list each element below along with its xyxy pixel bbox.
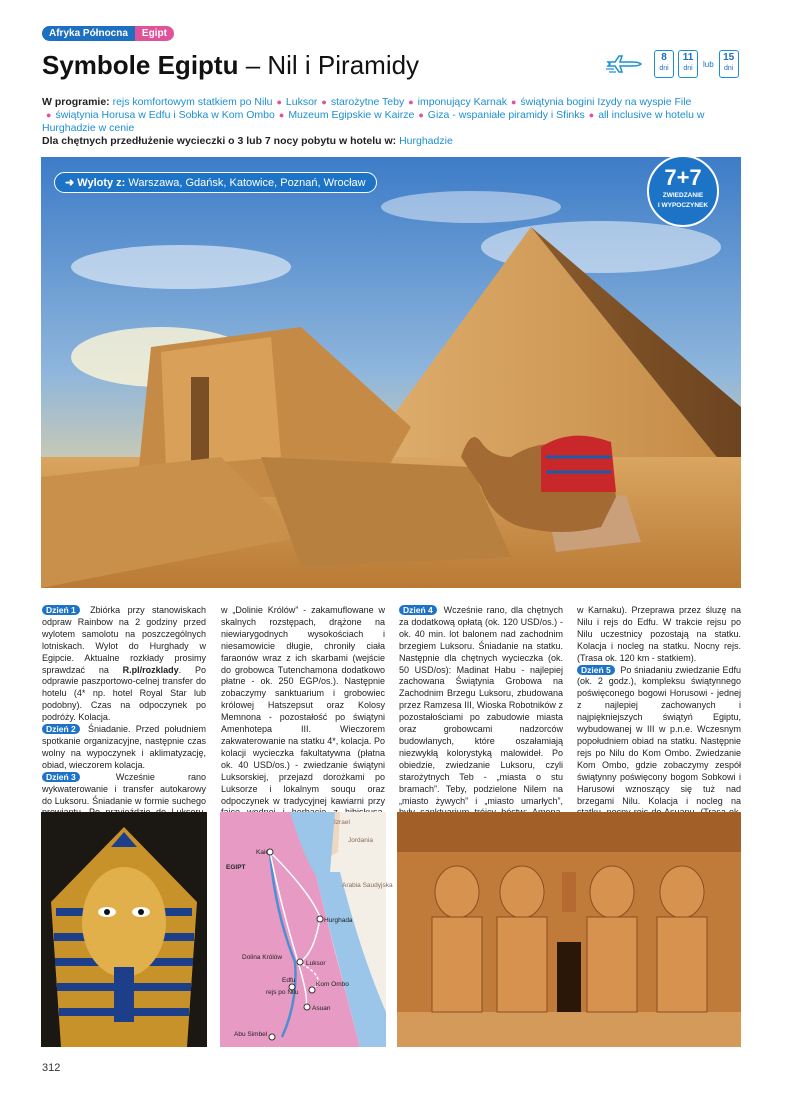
- badge-line-2: I WYPOCZYNEK: [657, 202, 709, 209]
- map-jordan-label: Jordania: [348, 837, 373, 844]
- route-map: [220, 812, 393, 1047]
- day-1-tag: Dzień 1: [42, 605, 80, 615]
- program-item: świątynia bogini Izydy na wyspie File: [520, 96, 692, 108]
- program-section: W programie: rejs komfortowym statkiem po Nilu ● Luksor ● starożytne Teby ● imponujący Karnak ● świątynia bogini Izydy na wyspie File ● świątynia Horusa w Edfu i Sobka w Kom Ombo ● Muzeum Egipskie w Kairze ● Giza - wspaniałe piramidy i Sfinks ● all inclusive w hotelu w Hurghadzie w cenie Dla chętnych przedłużenie wycieczki o 3 lub 7 nocy pobytu w hotelu w: Hurghadzie: [42, 96, 705, 147]
- map-cairo-label: Kair: [256, 849, 268, 856]
- program-item: rejs komfortowym statkiem po Nilu: [112, 96, 273, 108]
- extension-label: Dla chętnych przedłużenie wycieczki o 3 lub 7 nocy pobytu w hotelu w:: [42, 135, 397, 147]
- map-cruise-label: rejs po Nilu: [266, 989, 299, 996]
- duration-15-days[interactable]: 15 dni: [719, 50, 739, 78]
- title-bold: Symbole Egiptu: [42, 50, 239, 80]
- map-luxor-label: Luksor: [306, 960, 326, 967]
- day-4-tag: Dzień 4: [399, 605, 437, 615]
- program-item: Giza - wspaniałe piramidy i Sfinks: [427, 109, 585, 121]
- map-saudi-label: Arabia Saudyjska: [342, 882, 393, 889]
- day-3-tag: Dzień 3: [42, 772, 80, 782]
- title-rest: – Nil i Piramidy: [238, 50, 420, 80]
- itinerary-column-1: Dzień 1 Zbiórka przy stanowiskach odpraw Rainbow na 2 godziny przed wylotem samolotu na poszczególnych lotniskach. Wylot do Hurghady w Egipcie. Aktualne rozkłady prosimy sprawdzać na R.pl/rozklady. Po odprawie paszportowo-celnej transfer do hotelu (4* np. hotel Royal Star lub podobny). Czas na odpoczynek po podróży. Kolacja. Dzień 2 Śniadanie. Przed południem spotkanie organizacyjne, następnie czas wolny na wypoczynek i aklimatyzację, obiad, wieczorem kolacja. Dzień 3 Wcześnie rano wykwaterowanie i transfer autokarowy do Luksoru. Śniadanie w formie suchego: [42, 605, 206, 806]
- itinerary-column-3: Dzień 4 Wcześnie rano, dla chętnych za dodatkową opłatą (ok. 120 USD/os.) - ok. 40 min. lot balonem nad zachodnim brzegiem Luksoru. Śniadanie na statku. Następnie dla chętnych wycieczka (ok. 50 USD/os): Madinat Habu - najlepiej zachowana Świątynia Grobowa na Zachodnim Brzegu Luksoru, zbudowana przez Ramzesa III, Wioska Robotników z pozostałościami po zabudowie miasta oraz grobowcami nadzorców budowlanych, które oszałamiają niezwykłą kolorystyką malowideł. Po obiedzie, zwiedzanie Luksoru, czyli starożytnych Teb - „miasta o stu bramach”. Teby, podzielone Nilem na „miasto żywych” i „miasto umarłych”,: [399, 605, 563, 806]
- badge-main: 7+7: [664, 165, 702, 190]
- program-label: W programie:: [42, 96, 110, 108]
- breadcrumb: [42, 26, 174, 41]
- program-item: świątynia Horusa w Edfu i Sobka w Kom Ombo: [55, 109, 275, 121]
- map-hurghada-label: Hurghada: [324, 917, 353, 924]
- breadcrumb-country[interactable]: Egipt: [135, 26, 174, 41]
- program-item: Muzeum Egipskie w Kairze: [288, 109, 415, 121]
- map-valley-label: Dolina Królów: [242, 954, 283, 961]
- program-item: imponujący Karnak: [417, 96, 507, 108]
- map-aswan-label: Asuan: [312, 1005, 331, 1012]
- extension-place[interactable]: Hurghadzie: [399, 135, 453, 147]
- program-item: Luksor: [285, 96, 318, 108]
- badge-line-1: ZWIEDZANIE: [662, 192, 704, 199]
- tutankhamun-mask-photo: [41, 812, 207, 1047]
- program-item: starożytne Teby: [330, 96, 405, 108]
- breadcrumb-region[interactable]: Afryka Północna: [42, 26, 135, 41]
- itinerary-column-4: w Karnaku). Przeprawa przez śluzę na Nilu i rejs do Edfu. W trakcie rejsu po Nilu uczestnicy pozostają na statku. Kolacja i nocleg na statku. Nocny rejs. (Trasa ok. 120 km - statkiem). Dzień 5 Po śniadaniu zwiedzanie Edfu (ok. 2 godz.), kompleksu świątynnego poświęconego bogowi Horusowi - jednej z najlepiej zachowanych i najpiękniejszych świątyń Egiptu, wybudowanej w III w p.n.e. Wczesnym popołudniem obiad na statku. Następnie rejs po Nilu do Kom Ombo. Zwiedzanie Kom Ombo, gdzie zobaczymy zespół świątynny poświęcony bogom Sobkowi i Harusowi wznoszący się tuż nad brzegami Nilu. Kolacja i nocleg na: [577, 605, 741, 806]
- trip-durations: [606, 50, 739, 78]
- page-title: [42, 50, 419, 81]
- airplane-icon: [606, 52, 644, 76]
- map-country-label: EGIPT: [226, 864, 246, 871]
- schedules-link[interactable]: R.pl/rozklady: [122, 664, 179, 675]
- itinerary-column-2: w „Dolinie Królów” - zakamuflowane w skalnych rozstępach, drążone na niewiarygodnych wysokościach i niesamowicie długie, chroniły ciała faraonów wraz z ich skarbami (wejście do grobowca Tutenchamona dodatkowo płatne - ok. 250 EGP/os.). Następnie zobaczymy sanktuarium i grobowiec królowej Hatszepsut oraz Kolosy Memnona - pozostałość po świątyni Amenhotepa III. Wieczorem zakwaterowanie na statku 4*, kolacja. Po kolacji wycieczka fakultatywna (płatna ok. 40 USD/os.) - zwiedzanie świątyni Luksorskiej, przejazd dorożkami po Luksorze i lokalnym souqu oraz odpoczynek w tradycyjnej kawiarni przy: [221, 605, 385, 806]
- map-abu-simbel-label: Abu Simbel: [234, 1031, 268, 1038]
- duration-8-days[interactable]: 8 dni: [654, 50, 674, 78]
- map-edfu-label: Edfu: [282, 977, 296, 984]
- departures-badge[interactable]: ➜ Wyloty z: Warszawa, Gdańsk, Katowice, Poznań, Wrocław: [54, 172, 377, 193]
- duration-11-days[interactable]: 11 dni: [678, 50, 698, 78]
- offer-type-badge: [647, 155, 719, 227]
- program-item: all inclusive w hotelu w Hurghadzie w cenie: [42, 109, 705, 134]
- day-2-tag: Dzień 2: [42, 724, 80, 734]
- map-kom-ombo-label: Kom Ombo: [316, 981, 349, 988]
- abu-simbel-temple-photo: [397, 812, 741, 1047]
- page-number: 312: [42, 1062, 61, 1074]
- duration-or-label: lub: [703, 59, 714, 69]
- map-israel-label: Izrael: [334, 819, 350, 826]
- hero-pyramid-photo: [41, 157, 741, 588]
- day-5-tag: Dzień 5: [577, 665, 615, 675]
